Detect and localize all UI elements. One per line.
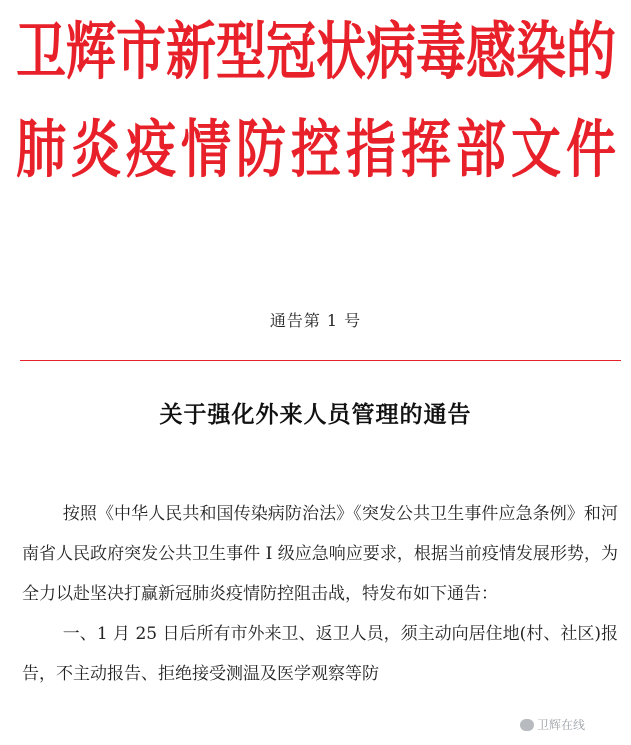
masthead-char: 感 — [466, 14, 516, 88]
masthead-char: 疫 — [126, 112, 176, 186]
masthead-char: 病 — [366, 14, 416, 88]
masthead-char: 炎 — [71, 112, 121, 186]
masthead-char: 毒 — [416, 14, 466, 88]
watermark-text: 卫辉在线 — [537, 718, 586, 732]
masthead-char: 部 — [456, 112, 506, 186]
masthead-char: 型 — [216, 14, 266, 88]
masthead-char: 防 — [236, 112, 286, 186]
masthead-char: 市 — [116, 14, 166, 88]
masthead-char: 情 — [181, 112, 231, 186]
notice-number: 通告第 1 号 — [269, 311, 362, 330]
masthead-char: 肺 — [16, 112, 66, 186]
red-divider — [20, 360, 621, 361]
document-title: 关于强化外来人员管理的通告 — [159, 401, 472, 428]
paragraph-intro: 按照《中华人民共和国传染病防治法》《突发公共卫生事件应急条例》和河南省人民政府突发公共卫生事件 I 级应急响应要求，根据当前疫情发展形势，为全力以赴坚决打赢新冠肺炎疫情防控阻击战，特发布如下通告： — [22, 504, 618, 604]
masthead-line-1 — [16, 4, 616, 117]
masthead-char: 辉 — [66, 14, 116, 88]
masthead-char: 的 — [566, 14, 616, 88]
masthead-char: 控 — [291, 112, 341, 186]
masthead-char: 指 — [346, 112, 396, 186]
masthead-char: 状 — [316, 14, 366, 88]
source-watermark — [520, 716, 585, 733]
masthead-char: 染 — [516, 14, 566, 88]
masthead-char: 新 — [166, 14, 216, 88]
document-body — [22, 494, 618, 694]
masthead-char: 卫 — [16, 14, 66, 88]
masthead-line-2 — [16, 102, 616, 215]
masthead-char: 冠 — [266, 14, 316, 88]
paragraph-item-1: 一、1 月 25 日后所有市外来卫、返卫人员，须主动向居住地(村、社区)报告，不主动报告、拒绝接受测温及医学观察等防 — [22, 624, 618, 684]
masthead-char: 文 — [511, 112, 561, 186]
masthead-char: 件 — [566, 112, 616, 186]
wechat-icon — [520, 719, 534, 731]
masthead-char: 挥 — [401, 112, 451, 186]
